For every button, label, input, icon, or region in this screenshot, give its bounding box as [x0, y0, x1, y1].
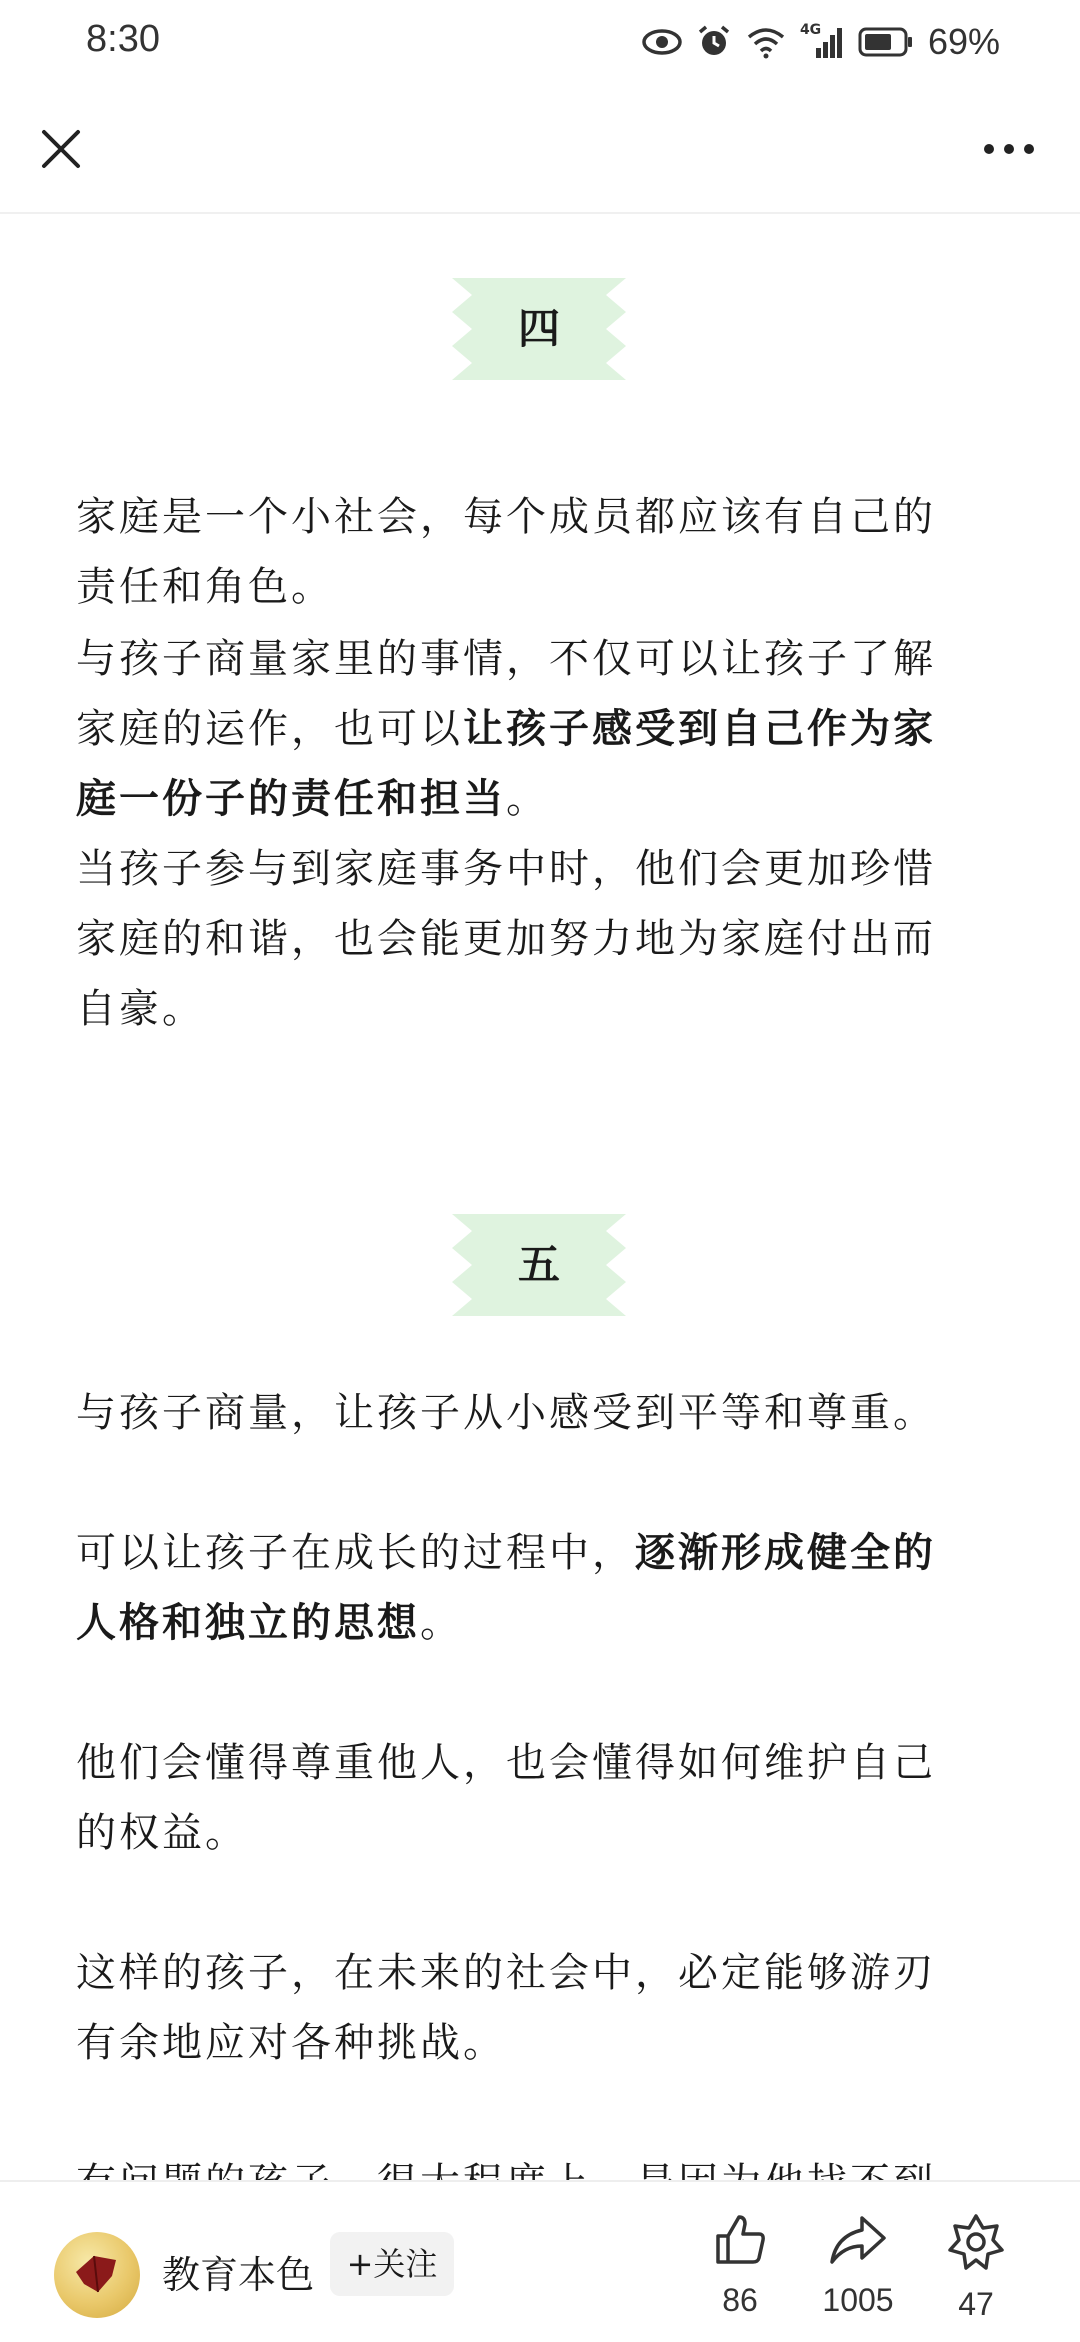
author-avatar[interactable]	[54, 2232, 140, 2318]
bold-text: 逐渐形成健全的人格和独立的思想	[76, 1530, 936, 1646]
status-time: 8:30	[86, 18, 160, 60]
like-count: 86	[722, 2282, 758, 2318]
close-button[interactable]	[26, 114, 96, 184]
like-icon	[712, 2212, 768, 2268]
follow-button[interactable]: +关注	[330, 2232, 454, 2296]
battery-icon	[858, 26, 914, 58]
paragraph: 家庭是一个小社会，每个成员都应该有自己的责任和角色。	[76, 494, 936, 610]
paragraph: 与孩子商量，让孩子从小感受到平等和尊重。	[76, 1390, 936, 1436]
battery-percent: 69%	[927, 21, 1000, 62]
section-number: 五	[517, 1240, 560, 1289]
share-icon	[828, 2212, 888, 2268]
network-type: 4G	[799, 22, 822, 38]
like-button[interactable]	[680, 2212, 800, 2332]
paragraph: 与孩子商量家里的事情，不仅可以让孩子了解家庭的运作，也可以让孩子感受到自己作为家庭一份子的责任和担当。	[76, 636, 936, 822]
bold-text: 让孩子感受到自己作为家庭一份子的责任和担当	[76, 706, 936, 822]
section-number-badge	[452, 1214, 626, 1316]
collect-button[interactable]	[916, 2212, 1036, 2332]
signal-icon	[800, 24, 844, 60]
alarm-icon	[696, 24, 732, 60]
section-number-badge	[452, 278, 626, 380]
paragraph: 他们会懂得尊重他人，也会懂得如何维护自己的权益。	[76, 1740, 936, 1856]
wifi-icon	[746, 25, 786, 59]
status-icons	[642, 18, 1000, 66]
more-button[interactable]	[964, 114, 1054, 184]
section-number: 四	[517, 304, 560, 353]
more-icon	[983, 143, 1035, 155]
bottom-action-bar	[0, 2180, 1080, 2342]
top-nav	[0, 84, 1080, 214]
status-bar	[0, 0, 1080, 84]
paragraph: 可以让孩子在成长的过程中，逐渐形成健全的人格和独立的思想。	[76, 1530, 936, 1646]
paragraph: 当孩子参与到家庭事务中时，他们会更加珍惜家庭的和谐，也会能更加努力地为家庭付出而自豪。	[76, 846, 936, 1032]
paragraph: 这样的孩子，在未来的社会中，必定能够游刃有余地应对各种挑战。	[76, 1950, 936, 2066]
article-content	[0, 212, 1080, 2180]
collect-icon	[946, 2212, 1006, 2272]
eye-icon	[642, 27, 682, 57]
share-count: 1005	[822, 2282, 894, 2318]
share-button[interactable]	[798, 2212, 918, 2332]
close-icon	[41, 129, 81, 169]
author-name[interactable]: 教育本色	[162, 2253, 315, 2297]
collect-count: 47	[958, 2286, 994, 2322]
